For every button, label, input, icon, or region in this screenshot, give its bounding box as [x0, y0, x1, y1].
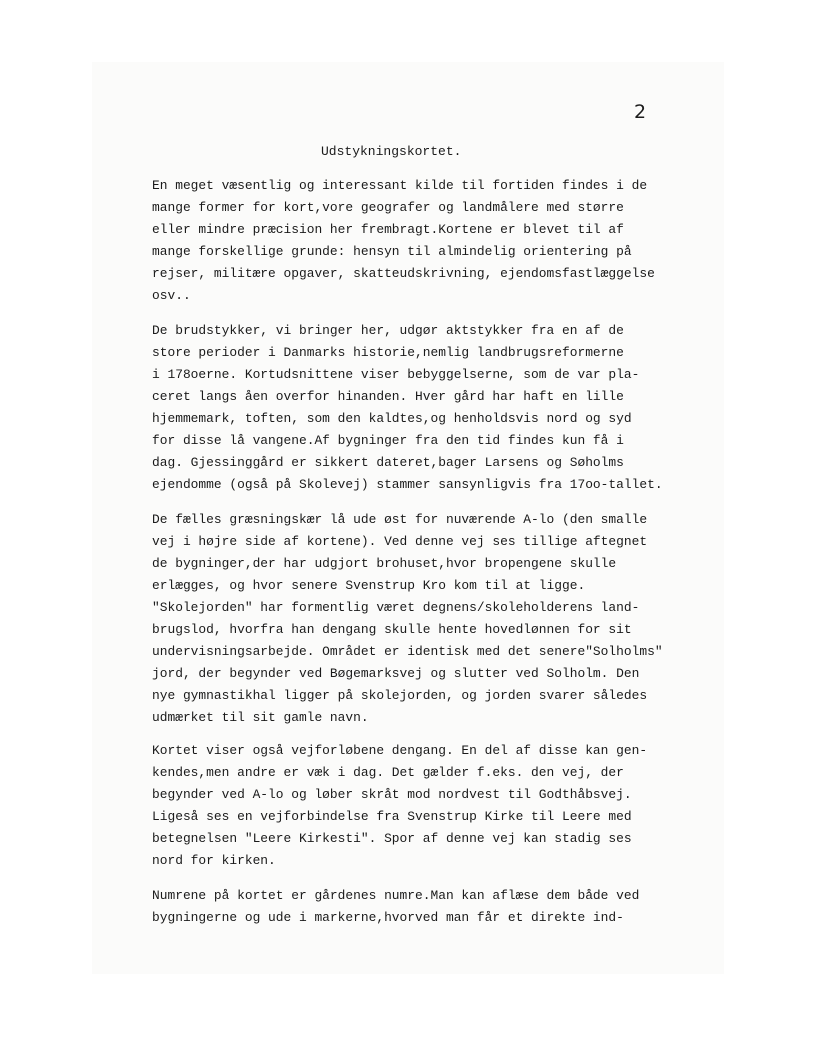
text-line: eller mindre præcision her frembragt.Kortene er blevet til af [152, 222, 624, 237]
text-line: begynder ved A-lo og løber skråt mod nordvest til Godthåbsvej. [152, 787, 632, 802]
text-line: de bygninger,der har udgjort brohuset,hvor bropengene skulle [152, 556, 617, 571]
paragraph-1 [152, 175, 655, 307]
text-line: Numrene på kortet er gårdenes numre.Man kan aflæse dem både ved [152, 888, 640, 903]
document-title: Udstykningskortet. [321, 144, 462, 159]
text-line: mange forskellige grunde: hensyn til almindelig orientering på [152, 244, 632, 259]
text-line: erlægges, og hvor senere Svenstrup Kro kom til at ligge. [152, 578, 586, 593]
text-line: nye gymnastikhal ligger på skolejorden, og jorden svarer således [152, 688, 648, 703]
text-line: bygningerne og ude i markerne,hvorved man får et direkte ind- [152, 910, 624, 925]
text-line: ejendomme (også på Skolevej) stammer sansynligvis fra 17oo-tallet. [152, 477, 663, 492]
text-line: De brudstykker, vi bringer her, udgør aktstykker fra en af de [152, 323, 624, 338]
text-line: Kortet viser også vejforløbene dengang. En del af disse kan gen- [152, 743, 648, 758]
text-line: mange former for kort,vore geografer og landmålere med større [152, 200, 624, 215]
text-line: kendes,men andre er væk i dag. Det gælder f.eks. den vej, der [152, 765, 624, 780]
paragraph-5 [152, 885, 639, 929]
text-line: jord, der begynder ved Bøgemarksvej og slutter ved Solholm. Den [152, 666, 640, 681]
text-line: betegnelsen "Leere Kirkesti". Spor af denne vej kan stadig ses [152, 831, 632, 846]
page-number: 2 [634, 101, 647, 123]
paragraph-2 [152, 320, 663, 496]
text-line: osv.. [152, 288, 191, 303]
paragraph-3 [152, 509, 663, 729]
text-line: undervisningsarbejde. Området er identisk med det senere"Solholms" [152, 644, 663, 659]
text-line: store perioder i Danmarks historie,nemlig landbrugsreformerne [152, 345, 624, 360]
text-line: rejser, militære opgaver, skatteudskrivning, ejendomsfastlæggelse [152, 266, 655, 281]
text-line: ceret langs åen overfor hinanden. Hver gård har haft en lille [152, 389, 624, 404]
text-line: En meget væsentlig og interessant kilde til fortiden findes i de [152, 178, 648, 193]
text-line: "Skolejorden" har formentlig været degnens/skoleholderens land- [152, 600, 640, 615]
text-line: Ligeså ses en vejforbindelse fra Svenstrup Kirke til Leere med [152, 809, 632, 824]
text-line: nord for kirken. [152, 853, 276, 868]
text-line: dag. Gjessinggård er sikkert dateret,bager Larsens og Søholms [152, 455, 624, 470]
text-line: i 178oerne. Kortudsnittene viser bebyggelserne, som de var pla- [152, 367, 640, 382]
text-line: udmærket til sit gamle navn. [152, 710, 369, 725]
text-line: brugslod, hvorfra han dengang skulle hente hovedlønnen for sit [152, 622, 632, 637]
text-line: vej i højre side af kortene). Ved denne vej ses tillige aftegnet [152, 534, 648, 549]
text-line: hjemmemark, toften, som den kaldtes,og henholdsvis nord og syd [152, 411, 632, 426]
paragraph-4 [152, 740, 647, 872]
text-line: De fælles græsningskær lå ude øst for nuværende A-lo (den smalle [152, 512, 648, 527]
text-line: for disse lå vangene.Af bygninger fra den tid findes kun få i [152, 433, 624, 448]
